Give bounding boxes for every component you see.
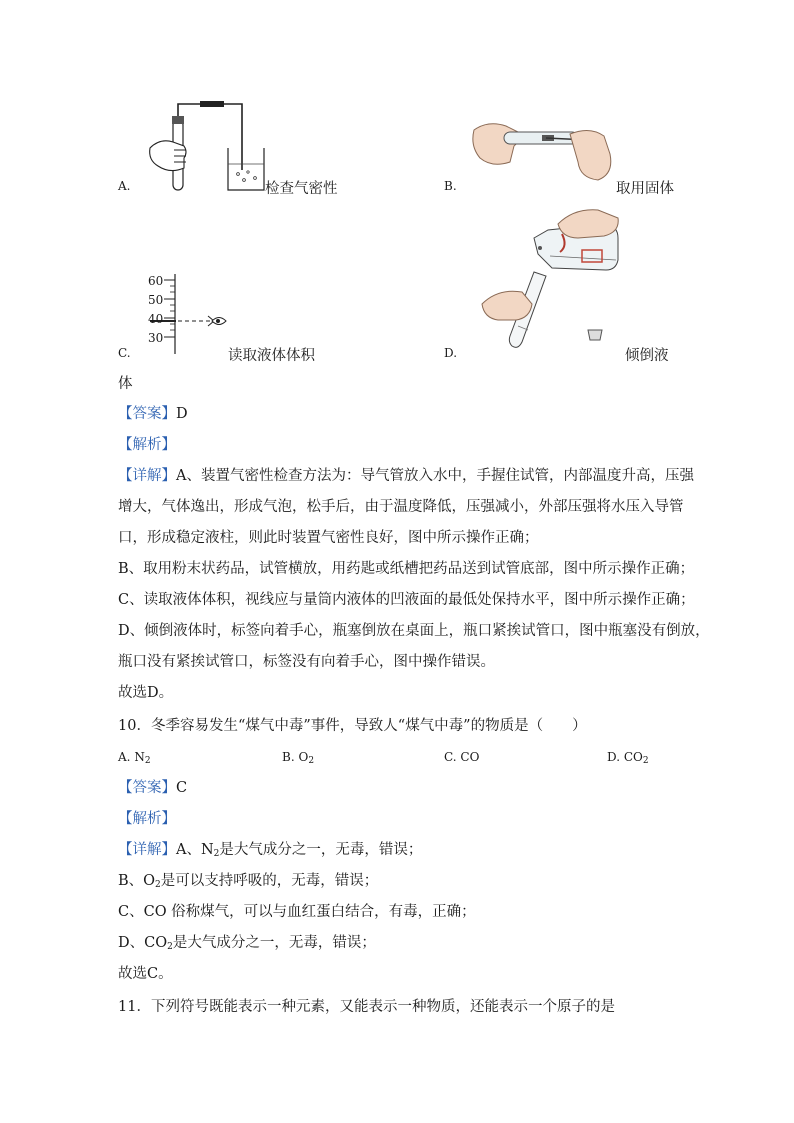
figure-b-taking-solid bbox=[470, 118, 620, 190]
option-text: CO bbox=[460, 750, 480, 764]
option-b-letter: B. bbox=[444, 179, 457, 193]
explanation-text: C、CO 俗称煤气，可以与血红蛋白结合，有毒，正确； bbox=[118, 904, 476, 920]
q9-explanation-line: D、倾倒液体时，标签向着手心，瓶塞倒放在桌面上，瓶口紧挨试管口，图中瓶塞没有倒放， bbox=[118, 623, 710, 639]
q9-explanation-line: 口，形成稳定液柱，则此时装置气密性良好，图中所示操作正确； bbox=[118, 530, 539, 546]
q9-explanation-line: C、读取液体体积，视线应与量筒内液体的凹液面的最低处保持水平，图中所示操作正确； bbox=[118, 592, 695, 608]
option-subscript: 2 bbox=[642, 756, 649, 766]
q9-explanation-line bbox=[118, 466, 694, 486]
answer-value: D bbox=[176, 406, 188, 422]
detail-tag: 【详解】 bbox=[118, 842, 176, 858]
q10-analysis-tag: 【解析】 bbox=[118, 811, 176, 827]
subscript: 2 bbox=[213, 849, 220, 859]
subscript: 2 bbox=[155, 880, 161, 890]
figure-c-reading-volume bbox=[142, 270, 232, 356]
q9-explanation-line: 瓶口没有紧挨试管口，标签没有向着手心，图中操作错误。 bbox=[118, 654, 495, 670]
explanation-text: 是大气成分之一，无毒，错误； bbox=[172, 935, 376, 951]
q9-analysis-tag: 【解析】 bbox=[118, 437, 176, 453]
q10-explanation-line bbox=[118, 902, 476, 922]
q10-answer-row bbox=[118, 778, 187, 798]
explanation-text: 是可以支持呼吸的，无毒，错误； bbox=[160, 873, 379, 889]
q10-explanation-line bbox=[118, 840, 422, 864]
option-letter: B. bbox=[282, 750, 295, 764]
option-letter: C. bbox=[444, 750, 457, 764]
q10-stem: 10．冬季容易发生“煤气中毒”事件，导致人“煤气中毒”的物质是（ ） bbox=[118, 718, 587, 734]
explanation-text: A、装置气密性检查方法为：导气管放入水中，手握住试管，内部温度升高，压强 bbox=[176, 468, 694, 484]
q9-conclusion: 故选D。 bbox=[118, 685, 174, 701]
option-b-caption: 取用固体 bbox=[616, 181, 674, 197]
option-d-caption-part1: 倾倒液 bbox=[625, 348, 669, 364]
option-c-letter: C. bbox=[118, 346, 131, 360]
q10-conclusion: 故选C。 bbox=[118, 966, 173, 982]
q10-explanation-line bbox=[118, 871, 378, 895]
q10-explanation-line bbox=[118, 933, 376, 957]
q9-answer-row bbox=[118, 404, 188, 424]
explanation-text: D、CO bbox=[118, 935, 168, 951]
explanation-text: A、N bbox=[176, 842, 214, 858]
scale-label-40: 40 bbox=[148, 312, 164, 326]
option-d-caption-part2: 体 bbox=[118, 376, 133, 392]
figure-d-pouring-liquid bbox=[478, 208, 628, 353]
option-subscript: 2 bbox=[308, 756, 315, 766]
option-a-caption: 检查气密性 bbox=[265, 181, 338, 197]
option-text: CO bbox=[623, 750, 643, 764]
q9-explanation-line: B、取用粉末状药品，试管横放，用药匙或纸槽把药品送到试管底部，图中所示操作正确； bbox=[118, 561, 695, 577]
option-c-caption: 读取液体体积 bbox=[228, 348, 315, 364]
scale-label-30: 30 bbox=[148, 331, 164, 345]
option-text: O bbox=[298, 750, 309, 764]
q10-option-b bbox=[282, 750, 314, 766]
explanation-text: B、O bbox=[118, 873, 156, 889]
q10-option-a bbox=[118, 750, 151, 766]
option-letter: D. bbox=[607, 750, 621, 764]
answer-value: C bbox=[176, 780, 188, 796]
option-subscript: 2 bbox=[144, 756, 151, 766]
option-letter: A. bbox=[118, 750, 131, 764]
option-a-letter: A. bbox=[118, 179, 131, 193]
option-d-letter: D. bbox=[444, 346, 458, 360]
q11-stem: 11．下列符号既能表示一种元素，又能表示一种物质，还能表示一个原子的是 bbox=[118, 999, 615, 1015]
option-text: N bbox=[134, 750, 145, 764]
q10-option-c bbox=[444, 750, 479, 764]
explanation-text: 是大气成分之一，无毒，错误； bbox=[219, 842, 423, 858]
q9-explanation-line: 增大，气体逸出，形成气泡，松手后，由于温度降低，压强减小，外部压强将水压入导管 bbox=[118, 499, 684, 515]
q10-option-d bbox=[607, 750, 649, 766]
answer-tag: 【答案】 bbox=[118, 406, 176, 422]
detail-tag: 【详解】 bbox=[118, 468, 176, 484]
scale-label-60: 60 bbox=[148, 274, 164, 288]
figure-a-airtightness bbox=[140, 98, 270, 196]
scale-label-50: 50 bbox=[148, 293, 164, 307]
subscript: 2 bbox=[167, 942, 173, 952]
answer-tag: 【答案】 bbox=[118, 780, 176, 796]
